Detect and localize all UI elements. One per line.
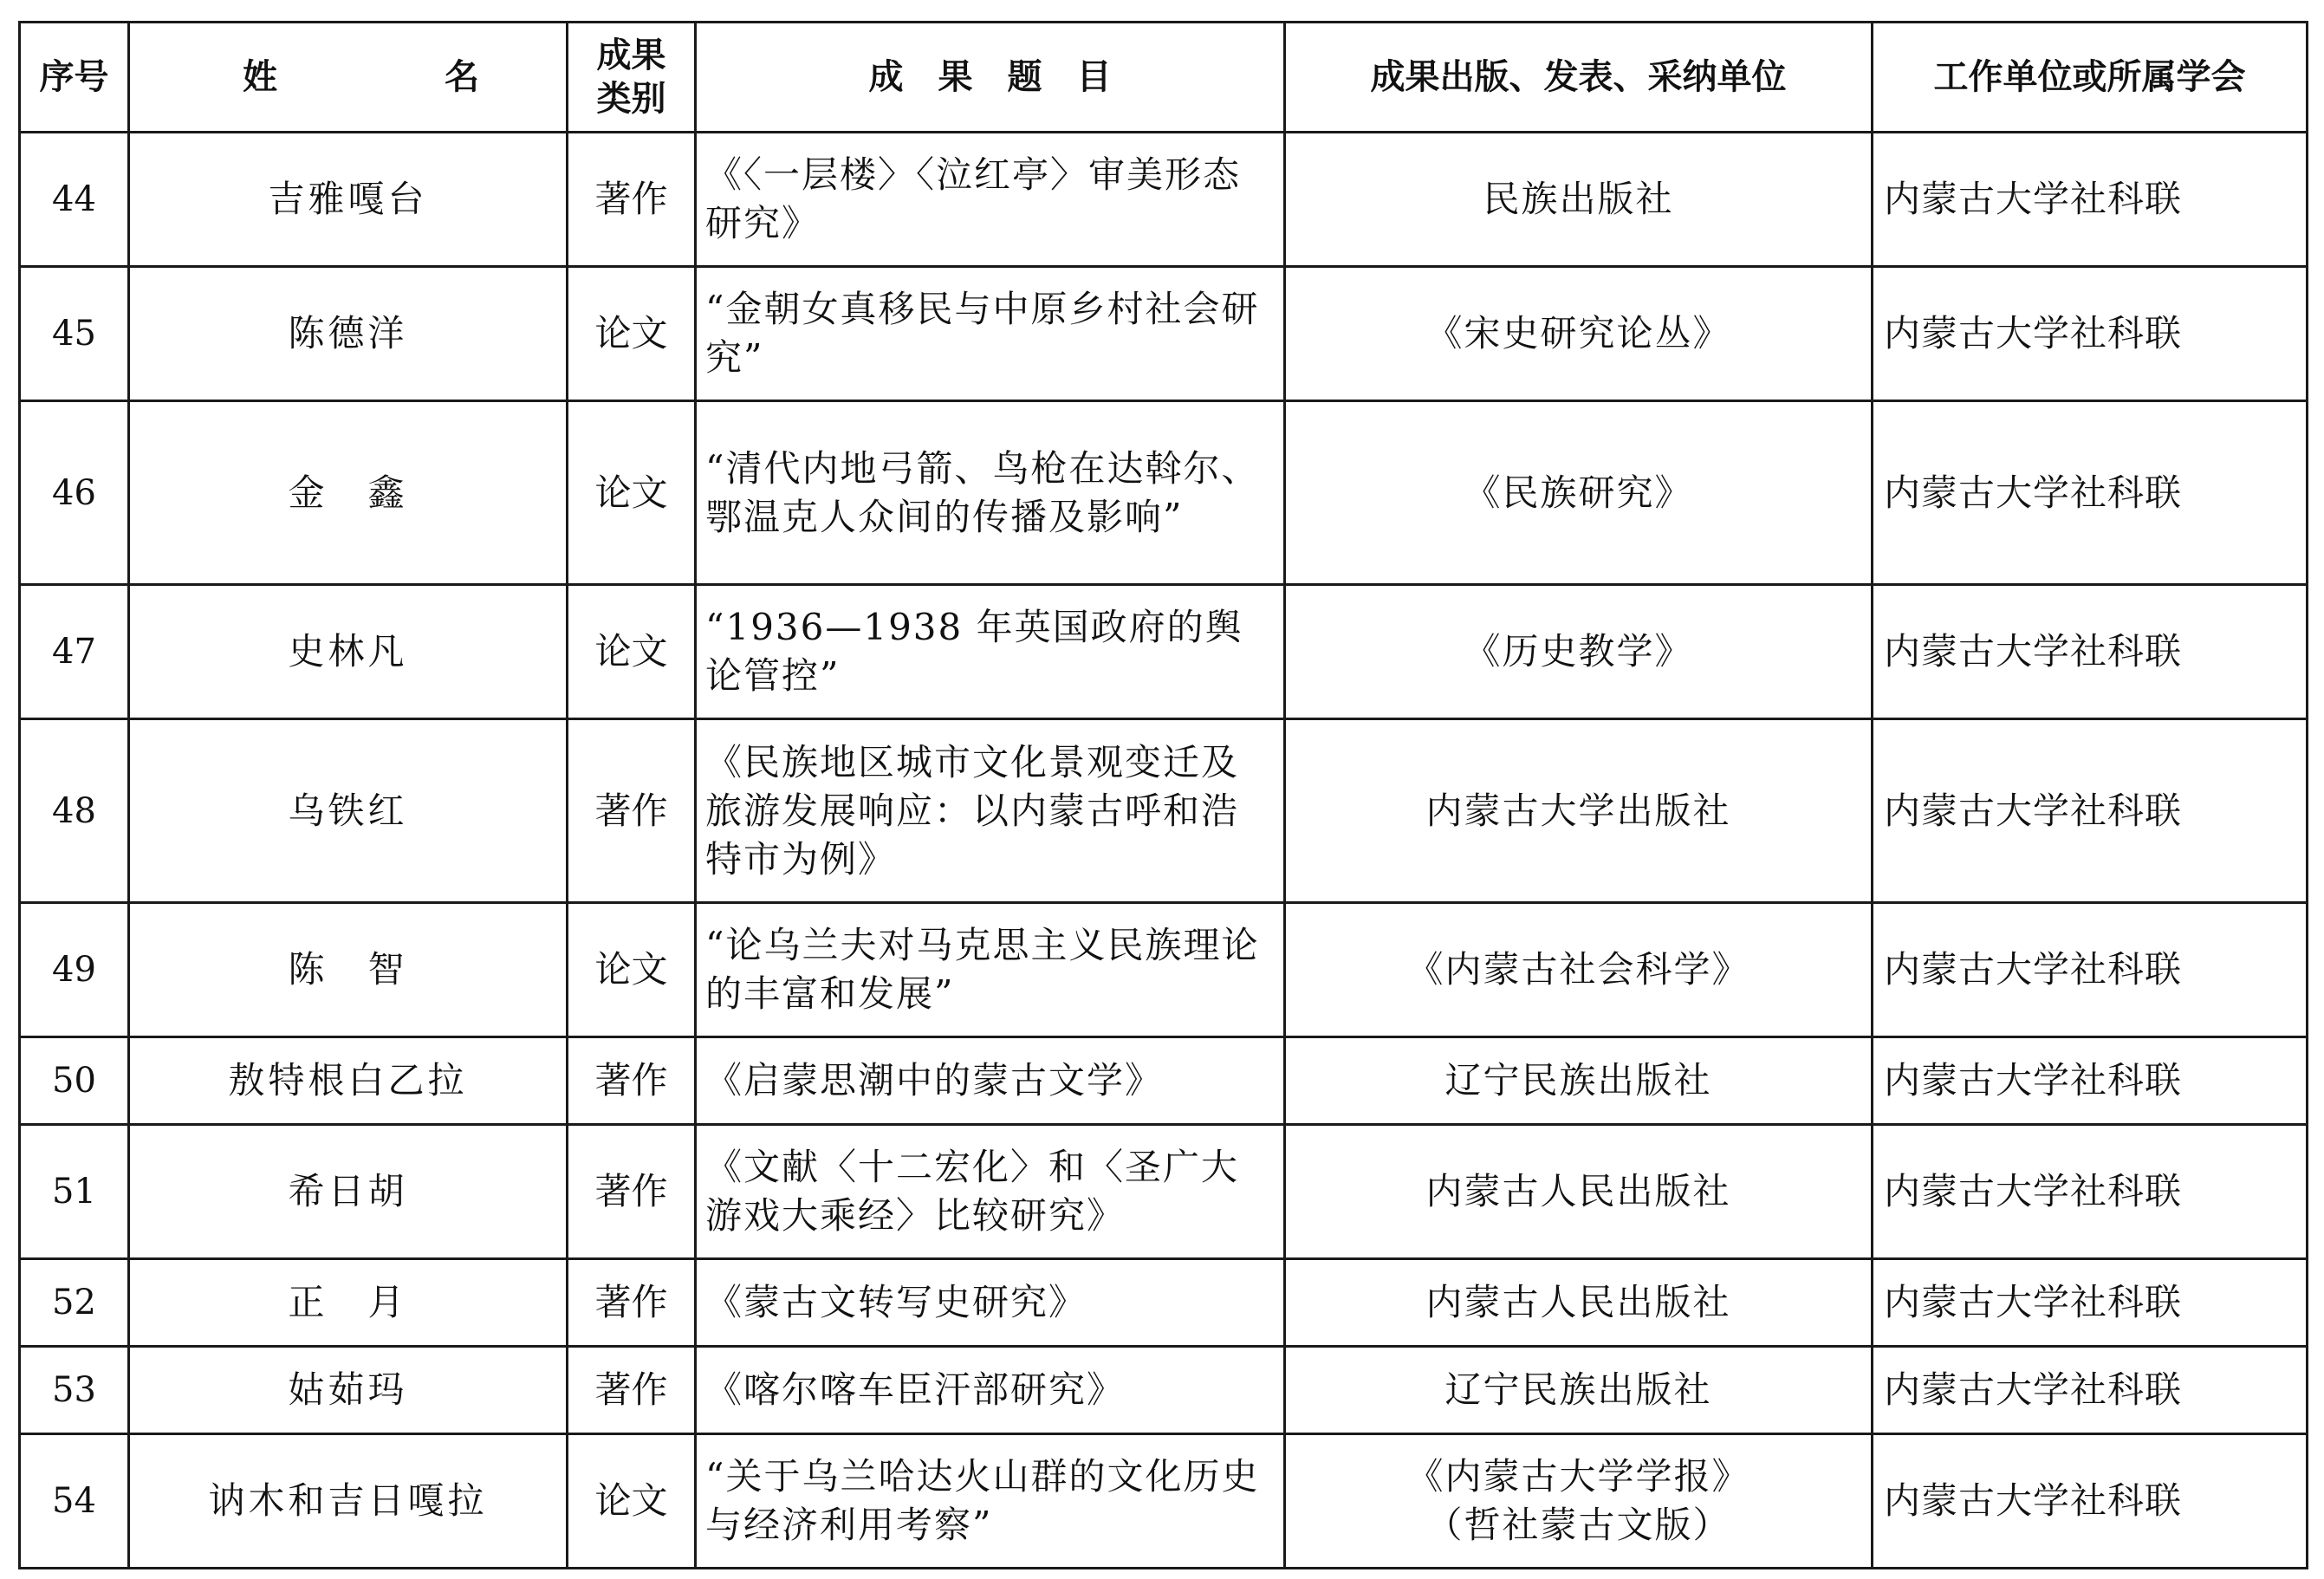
row-title: 《民族地区城市文化景观变迁及旅游发展响应：以内蒙古呼和浩特市为例》 [696, 719, 1285, 903]
row-name: 陈 智 [129, 903, 568, 1037]
row-num: 50 [20, 1037, 129, 1125]
row-title: 《文献〈十二宏化〉和〈圣广大游戏大乘经〉比较研究》 [696, 1125, 1285, 1259]
row-name: 姑茹玛 [129, 1347, 568, 1434]
row-category: 著作 [568, 719, 696, 903]
table-row [20, 1125, 2308, 1259]
table-row [20, 133, 2308, 267]
table-row [20, 401, 2308, 585]
row-publisher: 辽宁民族出版社 [1285, 1347, 1873, 1434]
row-category: 论文 [568, 267, 696, 401]
row-num: 49 [20, 903, 129, 1037]
row-publisher: 内蒙古人民出版社 [1285, 1125, 1873, 1259]
row-name: 希日胡 [129, 1125, 568, 1259]
row-publisher-line2: （哲社蒙古文版） [1425, 1504, 1731, 1546]
row-category: 著作 [568, 1347, 696, 1434]
row-num: 53 [20, 1347, 129, 1434]
row-publisher: 民族出版社 [1285, 133, 1873, 267]
row-unit: 内蒙古大学社科联 [1873, 1259, 2308, 1347]
table-row [20, 719, 2308, 903]
row-category: 著作 [568, 1037, 696, 1125]
row-name: 陈德洋 [129, 267, 568, 401]
row-publisher: 《历史教学》 [1285, 585, 1873, 719]
row-unit: 内蒙古大学社科联 [1873, 133, 2308, 267]
row-unit: 内蒙古大学社科联 [1873, 719, 2308, 903]
table-row [20, 1259, 2308, 1347]
row-publisher-line1: 《内蒙古大学学报》 [1406, 1455, 1750, 1498]
row-category: 论文 [568, 401, 696, 585]
header-publisher: 成果出版、发表、采纳单位 [1285, 23, 1873, 133]
header-name-second: 名 [445, 57, 479, 97]
table-row [20, 267, 2308, 401]
header-category-line1: 成果 [596, 36, 666, 75]
row-unit: 内蒙古大学社科联 [1873, 1037, 2308, 1125]
row-name: 讷木和吉日嘎拉 [129, 1434, 568, 1569]
row-title: “1936—1938 年英国政府的舆论管控” [696, 585, 1285, 719]
header-unit: 工作单位或所属学会 [1873, 23, 2308, 133]
row-num: 45 [20, 267, 129, 401]
header-title: 成 果 题 目 [696, 23, 1285, 133]
row-unit: 内蒙古大学社科联 [1873, 401, 2308, 585]
row-name: 正 月 [129, 1259, 568, 1347]
row-publisher: 《宋史研究论丛》 [1285, 267, 1873, 401]
header-name [129, 23, 568, 133]
row-publisher: 《内蒙古社会科学》 [1285, 903, 1873, 1037]
row-num: 47 [20, 585, 129, 719]
row-unit: 内蒙古大学社科联 [1873, 1125, 2308, 1259]
row-num: 44 [20, 133, 129, 267]
header-category [568, 23, 696, 133]
header-name-first: 姓 [243, 57, 277, 97]
row-name: 史林凡 [129, 585, 568, 719]
row-name: 敖特根白乙拉 [129, 1037, 568, 1125]
row-category: 著作 [568, 1125, 696, 1259]
row-publisher: 辽宁民族出版社 [1285, 1037, 1873, 1125]
row-title: “清代内地弓箭、鸟枪在达斡尔、鄂温克人众间的传播及影响” [696, 401, 1285, 585]
row-name: 金 鑫 [129, 401, 568, 585]
row-title: “论乌兰夫对马克思主义民族理论的丰富和发展” [696, 903, 1285, 1037]
row-num: 46 [20, 401, 129, 585]
row-publisher: 内蒙古大学出版社 [1285, 719, 1873, 903]
table-row [20, 903, 2308, 1037]
row-title: 《喀尔喀车臣汗部研究》 [696, 1347, 1285, 1434]
row-title: 《蒙古文转写史研究》 [696, 1259, 1285, 1347]
row-num: 54 [20, 1434, 129, 1569]
row-unit: 内蒙古大学社科联 [1873, 1434, 2308, 1569]
row-category: 论文 [568, 1434, 696, 1569]
header-category-line2: 类别 [596, 79, 666, 119]
row-unit: 内蒙古大学社科联 [1873, 267, 2308, 401]
row-unit: 内蒙古大学社科联 [1873, 903, 2308, 1037]
row-category: 著作 [568, 133, 696, 267]
row-unit: 内蒙古大学社科联 [1873, 1347, 2308, 1434]
row-title: 《〈一层楼〉〈泣红亭〉审美形态研究》 [696, 133, 1285, 267]
row-publisher [1285, 1434, 1873, 1569]
row-category: 论文 [568, 903, 696, 1037]
row-name: 乌铁红 [129, 719, 568, 903]
table-row [20, 1347, 2308, 1434]
row-publisher: 《民族研究》 [1285, 401, 1873, 585]
table-row [20, 585, 2308, 719]
row-title: “金朝女真移民与中原乡村社会研究” [696, 267, 1285, 401]
row-category: 论文 [568, 585, 696, 719]
awards-table [18, 21, 2308, 1569]
row-num: 51 [20, 1125, 129, 1259]
table-row [20, 1037, 2308, 1125]
row-title: 《启蒙思潮中的蒙古文学》 [696, 1037, 1285, 1125]
row-num: 52 [20, 1259, 129, 1347]
row-name: 吉雅嘎台 [129, 133, 568, 267]
row-publisher: 内蒙古人民出版社 [1285, 1259, 1873, 1347]
row-num: 48 [20, 719, 129, 903]
row-category: 著作 [568, 1259, 696, 1347]
header-row [20, 23, 2308, 133]
row-title: “关于乌兰哈达火山群的文化历史与经济利用考察” [696, 1434, 1285, 1569]
table-row [20, 1434, 2308, 1569]
row-unit: 内蒙古大学社科联 [1873, 585, 2308, 719]
header-num: 序号 [20, 23, 129, 133]
